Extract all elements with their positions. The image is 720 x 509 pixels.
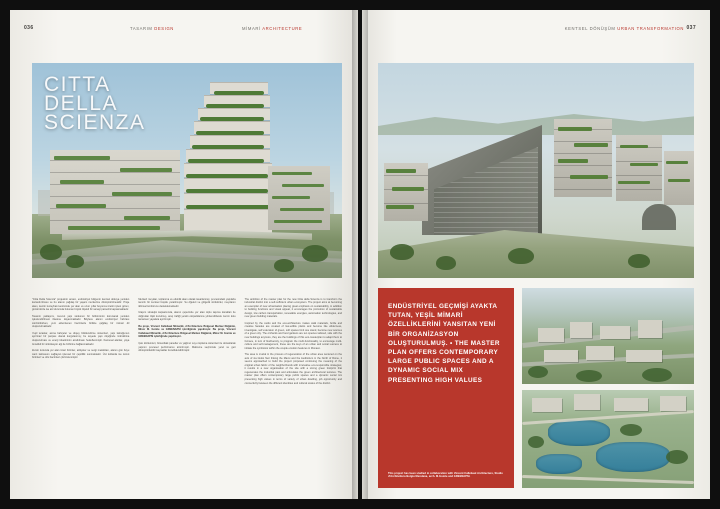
column-3 bbox=[245, 295, 342, 491]
pull-quote-text: ENDÜSTRİYEL GEÇMİŞİ AYAKTA TUTAN, YEŞİL MİMARİ ÖZELLİKLERİNİ YANSITAN YENİ BİR ORGANİZASYON OLUŞTURULMUŞ. • THE MASTER PLAN OFFERS CONTEMPORARY LARGE PUBLIC SPACES AND A DYNAMIC SOCIAL MIX PRESENTING HIGH VALUES bbox=[388, 303, 500, 384]
runhead-left-sub: DESIGN bbox=[154, 26, 174, 31]
paragraph: Yeşil teraslar, asma bahçeler ve düşey bitkilendirme sistemleri, yapı kabuğunun ayrılmaz bir parçası olarak kurgulanmış; bu sayede yapı ölçeğinde mikroklima oluşturulması ve enerji tüketiminin azaltılması hedeflenmiştir. Kamusal alanlar, yaya öncelikli bir sirkülasyon ağı ile birbirine bağlanmaktadır. bbox=[32, 331, 130, 346]
office-block-right bbox=[268, 166, 330, 230]
paragraph: Tasarım yaklaşımı, mevcut yapı stokunun bir bölümünün korunarak yeniden işlevlendirilmesi ilkesine dayanmaktadır. Böylece alanın endüstriyel hafızası sürdürülürken, yeni eklemlenen hacimlerle birlikte çağdaş bir mimari dil oluşturulmaktadır. bbox=[32, 314, 130, 329]
pull-quote-credit: This project has been studied in collaboration with Vincent Callebaut Architecture, Studio d'Architettura Bolgiu Merulana, arch. M.Gomte and GREENAPSI. bbox=[388, 471, 503, 479]
water-basin bbox=[536, 454, 582, 474]
tree-cluster bbox=[390, 244, 414, 260]
runhead-left bbox=[130, 26, 174, 31]
tree-cluster bbox=[436, 256, 456, 270]
paragraph: "Citta Della Scienza" projesinin amacı, endüstriyel bölgenin kentsel dokuya yeniden kazandırılması ve bu alanın çağdaş bir yaşam merkezine dönüştürülmesidir. Proje alanı, kentin kuzeybatı kesiminde yer alan ve uzun yıllar boyunca üretim işlevi gören, günümüzde ise atıl durumda bulunan büyük ölçekli bir sanayi parselini kapsamaktadır. bbox=[32, 297, 130, 312]
water-basin bbox=[596, 442, 670, 472]
hero-title-line-1: CITTA bbox=[44, 73, 111, 96]
pull-quote-panel bbox=[378, 288, 514, 488]
left-page bbox=[10, 10, 358, 499]
hero-title bbox=[44, 75, 146, 132]
folio-left: 036 bbox=[24, 25, 34, 31]
folio-right: 037 bbox=[686, 25, 696, 31]
hero-image-right bbox=[378, 63, 694, 278]
residential-block-left bbox=[50, 150, 180, 234]
right-page bbox=[362, 10, 710, 499]
tree-cluster bbox=[66, 255, 84, 268]
paragraph: The ambition of the master plan for the new Citta della Scienza is to transform the industrial district into a self-sufficient urban ecosystem. The project aims at becoming an exemplar of new urbanisation placing great emphasis on sustainability, in addition to building functions and visual appeal, it encourages the promotion of sustainable design, low carbon transportation, renewable energies, automation technologies, and new green building materials. bbox=[244, 297, 342, 319]
aerial-masterplan-photo bbox=[522, 288, 694, 384]
hero-title-line-2: DELLA bbox=[44, 92, 119, 115]
runhead-right-sub: URBAN TRANSFORMATION bbox=[617, 26, 684, 31]
tree-cluster bbox=[628, 254, 650, 268]
runhead-center-sub: ARCHITECTURE bbox=[262, 26, 303, 31]
paragraph: The area is crucial in the process of regeneration of the urban area centered on the axis of via Giulio Neri linking the Maxxi and the Auditorium in the North of Rome, it seems approached to build the project proposed continuing the meaning of the original urban fabric of the neighborhoods with innovative eco-responsible strategies; it results in a new organisation of the site with a strong green footprint that regenerates the industrial past and articulates the green architectural textures. The master plan offers contemporary large public spaces and a dynamic social mix presenting high values in terms of variety of urban dwelling, job opportunity and connectivity between the different identities and cultural scales of the district. bbox=[244, 353, 342, 385]
column-2 bbox=[138, 295, 235, 491]
runhead-center bbox=[242, 26, 302, 31]
paragraph: Inspired by the cardo and the eco-architecture makes walk materials, fertile and creative facades are created of low-edible plants and become like wilderness, investigate, self extension of green, soft spaces limit one stand, become new sources of a green city. The orchards and food gardens are ten species tailored, side with the new buildings anymore, they are the buildings of this eco-masterplan to adapt them to furnace, in turn of biodiversity, to program the multi-functionality, to encourage multi-culture and self-management, these are the keys of an urban and social success to initiate the symbiosis within the couple emotion features in Monaco. bbox=[244, 321, 342, 350]
paragraph: Ulaşım stratejisi kapsamında, alanın çeperinde yer alan toplu taşıma durakları ile doğrudan ilişki kurulmuş, araç trafiği yeraltı otoparklarına yönlendirilerek zemin kotu tamamen yayalara ayrılmıştır. bbox=[138, 311, 236, 322]
column-1 bbox=[32, 295, 129, 491]
paragraph: Çatı düzlemleri, fotovoltaik paneller ve yağmur suyu toplama sistemleri ile donatılarak yapının çevresel performansı artırılmıştır. Malzeme seçiminde yerel ve geri dönüştürülebilir kaynaklar önceliklendirilmiştir. bbox=[138, 341, 236, 353]
hero-image-left bbox=[32, 63, 342, 278]
water-park-photo bbox=[522, 390, 694, 488]
runhead-left-main: TASARIM bbox=[130, 26, 153, 31]
tree-cluster bbox=[40, 244, 62, 260]
tree-cluster bbox=[274, 259, 294, 272]
paragraph: Merkezi meydan, toplanma ve etkinlik alanı olarak tasarlanmış; çevresindeki yapılarla tanımlı bir kentsel boşluk yaratılmıştır. Su öğeleri ve gölgelik strüktürler, meydanın iklimsel konforunu desteklemektedir. bbox=[138, 297, 236, 308]
body-text-left bbox=[32, 295, 342, 491]
runhead-center-main: MİMARİ bbox=[242, 26, 261, 31]
tree-cluster bbox=[508, 248, 534, 264]
green-tower bbox=[184, 82, 272, 232]
tree-cluster bbox=[302, 245, 328, 262]
runhead-right bbox=[565, 26, 684, 31]
paragraph: Zemin kotunda yer alan ticari birimler, atölyeler ve sergi mekânları, alanın gün boyu canlı kalmasını sağlayan işlevsel bir çeşitlilik sunmaktadır. Üst kotlarda ise konut birimleri ve ofis hacimleri çözümlenmiştir. bbox=[32, 349, 130, 360]
hero-title-line-3: SCIENZA bbox=[44, 111, 146, 134]
background-building bbox=[664, 151, 694, 205]
runhead-right-main: KENTSEL DÖNÜŞÜM bbox=[564, 26, 616, 31]
tunnel-portal bbox=[642, 204, 676, 230]
water-basin bbox=[548, 420, 610, 446]
credit-paragraph-tr: Bu proje, Vincent Callebaut Mimarlık, d'Architecture Bölgesel Merkez Düğümü, Minor M. Gomte ve GREENAPSİ işbirliğinde yapılmıştır. Bu proje, Vincent Callebaut Mimarlık, d'Architecture Bölgesel Merkez Düğümü, Minor M. Gomte ve GREENAPSİ işbirliğinde yapılmıştır. bbox=[138, 324, 236, 339]
